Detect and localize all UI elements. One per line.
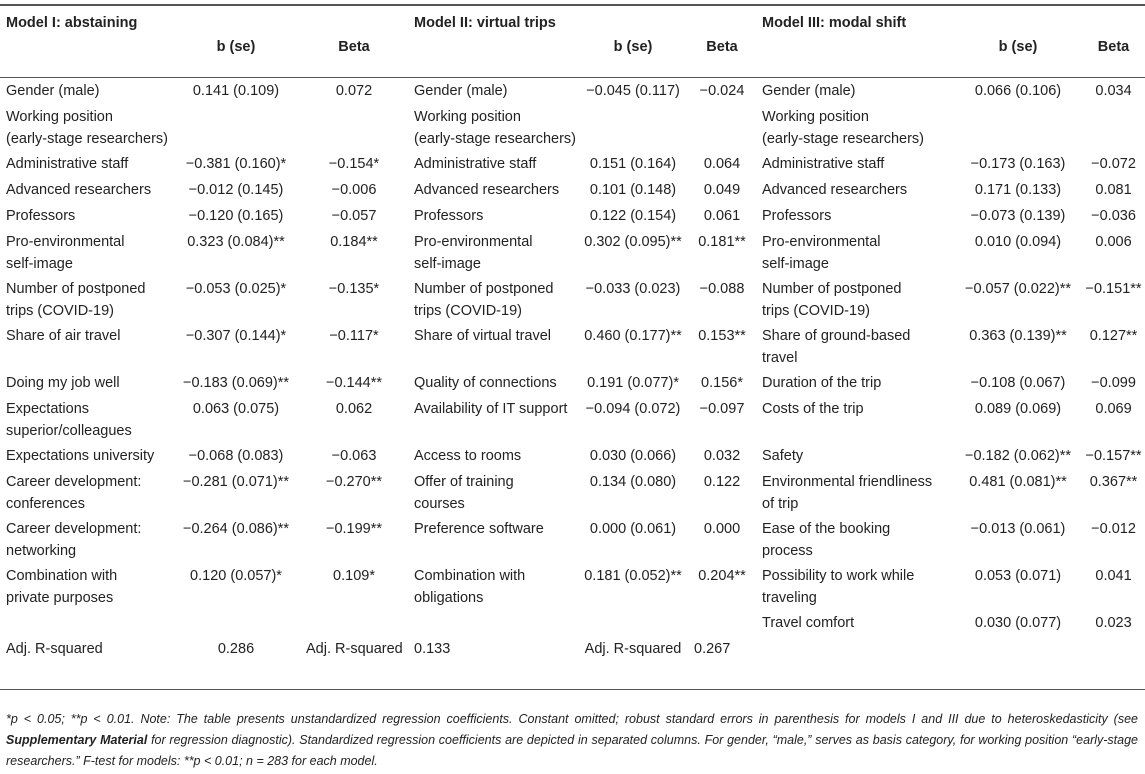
table-row [0, 106, 1145, 153]
model-1-beta-cell: −0.154* [328, 156, 380, 172]
model-1-beta-cell: −0.057 [331, 208, 377, 224]
model-1-b-cell: −0.183 (0.069)** [182, 375, 289, 391]
model-2-label-cell: Administrative staff [414, 156, 537, 172]
model-3-label-cell: Professors [762, 208, 832, 224]
table-row [0, 471, 1145, 518]
model-3-label-cell: Environmental friendliness of trip [762, 474, 933, 512]
model-2-beta-cell: −0.024 [699, 83, 745, 99]
table-row [0, 179, 1145, 205]
adj-r-label: Adj. R-squared [6, 641, 103, 657]
model-3-label-cell: Duration of the trip [762, 375, 882, 391]
model-1-b-cell [172, 106, 300, 153]
model-1-b-cell: −0.307 (0.144)* [185, 328, 287, 344]
model-2-label-cell: Offer of training courses [414, 474, 514, 512]
model-3-beta-cell: −0.012 [1091, 521, 1136, 537]
model-3-b-cell: 0.010 (0.094) [974, 234, 1062, 250]
model-2-beta-cell: 0.064 [703, 156, 741, 172]
model-2-beta-header: Beta [706, 39, 738, 55]
model-3-label-cell: Gender (male) [762, 83, 856, 99]
model-1-beta-cell: −0.199** [325, 521, 383, 537]
model-1-b-cell: −0.053 (0.025)* [185, 281, 287, 297]
model-3-beta-cell: −0.036 [1091, 208, 1136, 224]
model-1-b-cell: 0.323 (0.084)** [187, 234, 285, 250]
adj-r-squared-row [0, 638, 1145, 668]
model-3-beta-cell: 0.367** [1089, 474, 1138, 490]
table-row [0, 565, 1145, 612]
model-3-label-cell: Share of ground-based travel [762, 328, 911, 366]
model-1-label-cell: Combination with private purposes [6, 568, 118, 606]
model-3-beta-cell: 0.069 [1095, 401, 1132, 417]
model-3-b-cell: −0.182 (0.062)** [965, 448, 1072, 464]
supplementary-material-link[interactable]: Supplementary Material [6, 733, 148, 747]
model-3-b-cell: 0.171 (0.133) [974, 182, 1062, 198]
model-3-b-cell: 0.089 (0.069) [974, 401, 1062, 417]
model-1-label-cell: Administrative staff [6, 156, 129, 172]
model-1-b-header: b (se) [216, 39, 256, 55]
model-3-beta-cell: −0.099 [1091, 375, 1136, 391]
model-1-title: Model I: abstaining [6, 15, 138, 31]
model-2-b-cell: −0.094 (0.072) [585, 401, 681, 417]
model-1-beta-cell: −0.117* [329, 328, 379, 344]
table-row [0, 518, 1145, 565]
model-2-b-cell: 0.151 (0.164) [589, 156, 677, 172]
model-3-b-cell: −0.173 (0.163) [970, 156, 1066, 172]
model-1-label-cell: Career development: conferences [6, 474, 142, 512]
model-2-beta-cell: 0.122 [703, 474, 741, 490]
model-2-label-cell: Availability of IT support [414, 401, 568, 417]
model-3-beta-cell: 0.006 [1095, 234, 1132, 250]
model-1-beta-cell: 0.072 [335, 83, 373, 99]
model-3-b-cell: 0.481 (0.081)** [969, 474, 1067, 490]
model-2-b-cell: 0.000 (0.061) [589, 521, 677, 537]
model-2-label-cell: Advanced researchers [414, 182, 560, 198]
model-1-b-cell: 0.063 (0.075) [192, 401, 280, 417]
model-1-label-cell: Working position (early-stage researchers) [6, 109, 168, 147]
model-3-b-cell: −0.013 (0.061) [970, 521, 1066, 537]
model-3-beta-cell: −0.157** [1085, 448, 1142, 464]
model-2-b-header: b (se) [613, 39, 653, 55]
model-1-label-cell: Professors [6, 208, 76, 224]
model-2-beta-cell: 0.000 [703, 521, 741, 537]
model-3-beta-header: Beta [1097, 39, 1130, 55]
model-1-label-cell: Career development: networking [6, 521, 142, 559]
model-3-b-cell: −0.057 (0.022)** [965, 281, 1072, 297]
model-1-b-cell: 0.141 (0.109) [192, 83, 280, 99]
model-2-b-cell: −0.045 (0.117) [586, 83, 680, 99]
model-2-b-cell: 0.302 (0.095)** [584, 234, 682, 250]
model-1-b-cell: −0.068 (0.083) [188, 448, 284, 464]
model-2-b-cell [578, 106, 688, 153]
model-2-label-cell [408, 612, 578, 638]
model-2-beta-cell: −0.088 [699, 281, 745, 297]
model-1-b-cell: −0.264 (0.086)** [182, 521, 289, 537]
table-row [0, 205, 1145, 231]
model-1-label-cell: Advanced researchers [6, 182, 152, 198]
model-2-b-cell: 0.181 (0.052)** [584, 568, 682, 584]
model-1-label-cell: Gender (male) [6, 83, 100, 99]
adj-r-value: 0.286 [217, 641, 255, 657]
model-3-label-cell: Possibility to work while traveling [762, 568, 915, 606]
adj-r-label: Adj. R-squared [584, 641, 682, 657]
table-row [0, 231, 1145, 278]
model-3-label-cell: Ease of the booking process [762, 521, 891, 559]
model-1-beta-cell [300, 106, 408, 153]
model-2-beta-cell: 0.153** [698, 328, 746, 344]
model-3-b-cell: 0.053 (0.071) [974, 568, 1062, 584]
table-row [0, 398, 1145, 445]
model-2-beta-cell: 0.032 [703, 448, 741, 464]
model-1-label-cell: Expectations superior/colleagues [6, 401, 132, 439]
model-2-b-cell: 0.134 (0.080) [589, 474, 677, 490]
model-1-beta-cell [300, 612, 408, 638]
table-row [0, 80, 1145, 106]
model-1-beta-cell: −0.135* [328, 281, 380, 297]
model-1-b-cell: −0.120 (0.165) [188, 208, 284, 224]
model-2-label-cell: Preference software [414, 521, 544, 537]
model-3-title: Model III: modal shift [762, 15, 907, 31]
model-1-b-cell: −0.281 (0.071)** [182, 474, 289, 490]
model-1-label-cell: Share of air travel [6, 328, 121, 344]
model-3-label-cell: Administrative staff [762, 156, 885, 172]
model-1-beta-cell: −0.006 [331, 182, 377, 198]
model-1-label-cell: Doing my job well [6, 375, 120, 391]
table-row [0, 278, 1145, 325]
model-2-beta-cell [688, 612, 756, 638]
model-1-b-cell: −0.381 (0.160)* [185, 156, 287, 172]
model-3-b-header: b (se) [998, 39, 1038, 55]
model-3-label-cell: Working position (early-stage researchers) [762, 109, 924, 147]
model-2-beta-cell: 0.181** [698, 234, 746, 250]
model-3-b-cell: −0.108 (0.067) [970, 375, 1066, 391]
model-1-beta-header: Beta [338, 39, 370, 55]
model-1-beta-cell: 0.109* [333, 568, 375, 584]
adj-r-value: 0.267 [694, 641, 731, 657]
model-2-label-cell: Number of postponed trips (COVID-19) [414, 281, 554, 319]
model-1-beta-cell: −0.270** [325, 474, 383, 490]
model-2-b-cell: 0.101 (0.148) [589, 182, 677, 198]
model-1-beta-cell: 0.184** [330, 234, 378, 250]
footnote-part2: for regression diagnostic). Standardized regression coefficients are depicted in separated columns. For gender, “male,” serves as basis category, for working position “early-stage researchers.” F-test for models: **p < 0.01; n = 283 for each model. [6, 733, 1139, 768]
table-row [0, 372, 1145, 398]
model-1-label-cell: Number of postponed trips (COVID-19) [6, 281, 146, 319]
model-3-b-cell: 0.363 (0.139)** [969, 328, 1067, 344]
model-3-b-cell: 0.066 (0.106) [974, 83, 1062, 99]
model-1-beta-cell: −0.144** [325, 375, 383, 391]
model-2-beta-cell [688, 106, 756, 153]
model-3-b-cell: −0.073 (0.139) [970, 208, 1066, 224]
model-3-beta-cell: 0.041 [1095, 568, 1132, 584]
model-1-b-cell: −0.012 (0.145) [188, 182, 284, 198]
model-3-label-cell: Pro-environmental self-image [762, 234, 881, 272]
model-1-label-cell: Pro-environmental self-image [6, 234, 125, 272]
model-3-beta-cell: −0.151** [1085, 281, 1142, 297]
model-2-label-cell: Quality of connections [414, 375, 557, 391]
footnote-part1: *p < 0.05; **p < 0.01. Note: The table presents unstandardized regression coefficients. Constant omitted; robust standard errors in parenthesis for models I and III due to heteroskedasticity (see [6, 712, 1138, 726]
model-2-b-cell: 0.460 (0.177)** [584, 328, 682, 344]
model-3-beta-cell [1082, 106, 1145, 153]
model-3-beta-cell: 0.081 [1095, 182, 1132, 198]
model-2-beta-cell: 0.204** [698, 568, 746, 584]
model-2-beta-cell: 0.061 [703, 208, 741, 224]
model-2-b-cell: 0.122 (0.154) [589, 208, 677, 224]
model-2-beta-cell: 0.049 [703, 182, 741, 198]
bottom-rule [0, 689, 1145, 690]
model-2-label-cell: Professors [414, 208, 484, 224]
model-2-label-cell: Access to rooms [414, 448, 522, 464]
model-3-beta-cell: 0.023 [1095, 615, 1132, 631]
model-1-b-cell [172, 612, 300, 638]
model-2-title: Model II: virtual trips [414, 15, 556, 31]
model-1-beta-cell: −0.063 [331, 448, 377, 464]
model-1-label-cell: Expectations university [6, 448, 155, 464]
model-3-label-cell: Advanced researchers [762, 182, 908, 198]
model-title-row [0, 0, 1145, 36]
table-row [0, 325, 1145, 372]
model-2-label-cell: Pro-environmental self-image [414, 234, 533, 272]
model-3-b-cell: 0.030 (0.077) [974, 615, 1062, 631]
model-3-label-cell: Number of postponed trips (COVID-19) [762, 281, 902, 319]
table-row [0, 153, 1145, 179]
model-3-label-cell: Costs of the trip [762, 401, 864, 417]
table-row [0, 612, 1145, 638]
model-1-beta-cell: 0.062 [335, 401, 373, 417]
model-3-beta-cell: 0.127** [1089, 328, 1138, 344]
model-3-label-cell: Travel comfort [762, 615, 855, 631]
model-2-b-cell: 0.030 (0.066) [589, 448, 677, 464]
model-2-label-cell: Combination with obligations [414, 568, 526, 606]
model-2-b-cell: −0.033 (0.023) [585, 281, 681, 297]
adj-r-label: Adj. R-squared [306, 641, 403, 657]
model-3-label-cell: Safety [762, 448, 804, 464]
model-2-label-cell: Working position (early-stage researchers) [414, 109, 576, 147]
model-3-beta-cell: −0.072 [1091, 156, 1136, 172]
model-1-label-cell [0, 612, 172, 638]
adj-r-value: 0.133 [414, 641, 451, 657]
column-header-row [0, 36, 1145, 72]
table-footnote [6, 709, 1138, 772]
model-2-beta-cell: −0.097 [699, 401, 745, 417]
model-2-b-cell: 0.191 (0.077)* [587, 375, 679, 391]
model-2-label-cell: Share of virtual travel [414, 328, 552, 344]
model-2-beta-cell: 0.156* [701, 375, 743, 391]
model-3-b-cell [954, 106, 1082, 153]
model-2-b-cell [578, 612, 688, 638]
table-row [0, 445, 1145, 471]
model-3-beta-cell: 0.034 [1095, 83, 1132, 99]
model-1-b-cell: 0.120 (0.057)* [190, 568, 282, 584]
model-2-label-cell: Gender (male) [414, 83, 508, 99]
